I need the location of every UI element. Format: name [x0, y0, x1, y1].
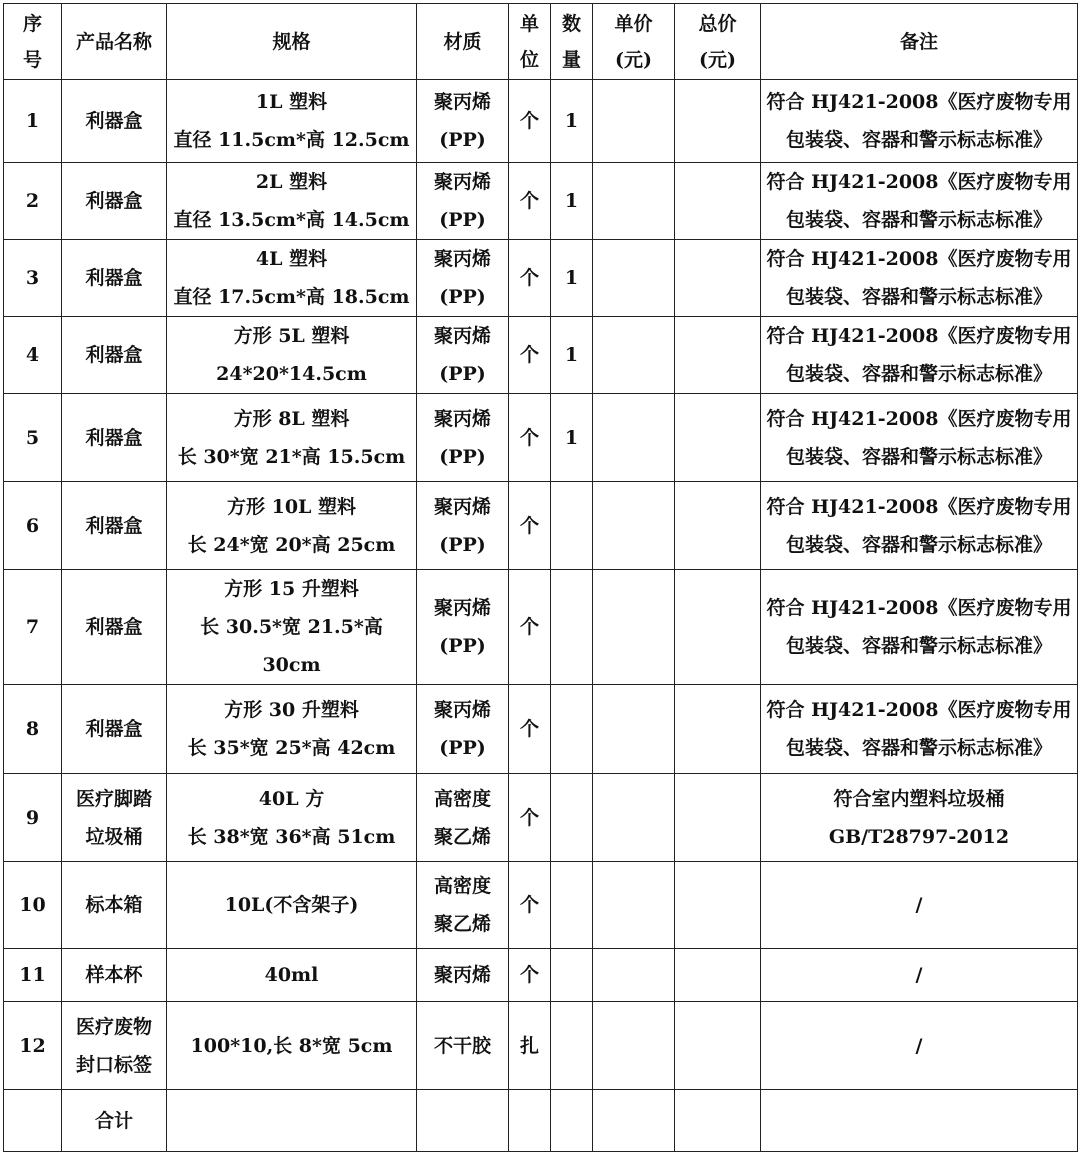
cell-name: 利器盒 — [62, 163, 167, 240]
header-unit-price: 单价 (元) — [593, 4, 675, 80]
cell-unit-price — [593, 317, 675, 394]
cell-spec: 40L 方 长 38*宽 36*高 51cm — [167, 774, 417, 862]
cell-unit-price — [593, 862, 675, 949]
header-row — [4, 4, 1078, 80]
cell-unit-price — [593, 685, 675, 774]
cell-unit-price — [593, 240, 675, 317]
table-row — [4, 482, 1078, 570]
cell-note: / — [761, 1002, 1078, 1090]
cell-seq: 7 — [4, 570, 62, 685]
cell-material: 聚丙烯 (PP) — [417, 163, 509, 240]
cell-material: 聚丙烯 (PP) — [417, 570, 509, 685]
cell-unit: 个 — [509, 394, 551, 482]
cell-total-price — [675, 1002, 761, 1090]
cell-seq: 9 — [4, 774, 62, 862]
cell-qty — [551, 862, 593, 949]
cell-qty — [551, 949, 593, 1002]
total-row-cell — [551, 1090, 593, 1152]
cell-spec: 100*10,长 8*宽 5cm — [167, 1002, 417, 1090]
total-row-cell — [4, 1090, 62, 1152]
cell-material: 聚丙烯 (PP) — [417, 394, 509, 482]
header-unit: 单 位 — [509, 4, 551, 80]
cell-note: 符合 HJ421-2008《医疗废物专用 包装袋、容器和警示标志标准》 — [761, 317, 1078, 394]
total-row-cell — [593, 1090, 675, 1152]
cell-unit: 扎 — [509, 1002, 551, 1090]
table-row — [4, 949, 1078, 1002]
cell-unit: 个 — [509, 862, 551, 949]
cell-total-price — [675, 774, 761, 862]
cell-qty: 1 — [551, 240, 593, 317]
header-name: 产品名称 — [62, 4, 167, 80]
cell-seq: 2 — [4, 163, 62, 240]
cell-name: 利器盒 — [62, 482, 167, 570]
cell-name: 利器盒 — [62, 80, 167, 163]
total-row-cell — [761, 1090, 1078, 1152]
table-row — [4, 570, 1078, 685]
cell-name: 医疗废物 封口标签 — [62, 1002, 167, 1090]
table-row — [4, 862, 1078, 949]
cell-unit: 个 — [509, 949, 551, 1002]
cell-name: 利器盒 — [62, 317, 167, 394]
cell-qty: 1 — [551, 163, 593, 240]
cell-note: 符合 HJ421-2008《医疗废物专用 包装袋、容器和警示标志标准》 — [761, 394, 1078, 482]
cell-note: 符合 HJ421-2008《医疗废物专用 包装袋、容器和警示标志标准》 — [761, 482, 1078, 570]
cell-note: 符合室内塑料垃圾桶 GB/T28797-2012 — [761, 774, 1078, 862]
cell-unit-price — [593, 80, 675, 163]
header-spec: 规格 — [167, 4, 417, 80]
table-row — [4, 685, 1078, 774]
cell-spec: 方形 8L 塑料 长 30*宽 21*高 15.5cm — [167, 394, 417, 482]
total-label: 合计 — [62, 1090, 167, 1152]
cell-total-price — [675, 482, 761, 570]
cell-total-price — [675, 949, 761, 1002]
cell-name: 样本杯 — [62, 949, 167, 1002]
table-row — [4, 80, 1078, 163]
cell-material: 聚丙烯 (PP) — [417, 685, 509, 774]
table-body — [4, 80, 1078, 1152]
cell-unit-price — [593, 1002, 675, 1090]
cell-name: 标本箱 — [62, 862, 167, 949]
cell-note: 符合 HJ421-2008《医疗废物专用 包装袋、容器和警示标志标准》 — [761, 163, 1078, 240]
cell-material: 聚丙烯 (PP) — [417, 80, 509, 163]
cell-total-price — [675, 240, 761, 317]
cell-qty — [551, 685, 593, 774]
cell-note: / — [761, 949, 1078, 1002]
header-seq: 序 号 — [4, 4, 62, 80]
cell-note: 符合 HJ421-2008《医疗废物专用 包装袋、容器和警示标志标准》 — [761, 80, 1078, 163]
cell-total-price — [675, 570, 761, 685]
header-material: 材质 — [417, 4, 509, 80]
cell-name: 利器盒 — [62, 240, 167, 317]
cell-seq: 6 — [4, 482, 62, 570]
cell-note: 符合 HJ421-2008《医疗废物专用 包装袋、容器和警示标志标准》 — [761, 685, 1078, 774]
cell-material: 聚丙烯 (PP) — [417, 240, 509, 317]
cell-note: / — [761, 862, 1078, 949]
total-row — [4, 1090, 1078, 1152]
cell-seq: 11 — [4, 949, 62, 1002]
cell-material: 聚丙烯 (PP) — [417, 317, 509, 394]
cell-total-price — [675, 862, 761, 949]
total-row-cell — [417, 1090, 509, 1152]
cell-seq: 10 — [4, 862, 62, 949]
cell-name: 医疗脚踏 垃圾桶 — [62, 774, 167, 862]
cell-unit: 个 — [509, 240, 551, 317]
cell-seq: 4 — [4, 317, 62, 394]
cell-material: 不干胶 — [417, 1002, 509, 1090]
total-row-cell — [167, 1090, 417, 1152]
cell-note: 符合 HJ421-2008《医疗废物专用 包装袋、容器和警示标志标准》 — [761, 570, 1078, 685]
cell-seq: 8 — [4, 685, 62, 774]
table-row — [4, 317, 1078, 394]
cell-unit-price — [593, 774, 675, 862]
total-row-cell — [509, 1090, 551, 1152]
header-qty: 数 量 — [551, 4, 593, 80]
cell-unit-price — [593, 163, 675, 240]
cell-name: 利器盒 — [62, 570, 167, 685]
cell-spec: 10L(不含架子) — [167, 862, 417, 949]
cell-spec: 1L 塑料 直径 11.5cm*高 12.5cm — [167, 80, 417, 163]
cell-total-price — [675, 317, 761, 394]
cell-spec: 方形 30 升塑料 长 35*宽 25*高 42cm — [167, 685, 417, 774]
cell-spec: 方形 10L 塑料 长 24*宽 20*高 25cm — [167, 482, 417, 570]
cell-seq: 5 — [4, 394, 62, 482]
cell-spec: 4L 塑料 直径 17.5cm*高 18.5cm — [167, 240, 417, 317]
cell-spec: 40ml — [167, 949, 417, 1002]
cell-unit: 个 — [509, 317, 551, 394]
cell-total-price — [675, 394, 761, 482]
table-row — [4, 774, 1078, 862]
cell-unit-price — [593, 394, 675, 482]
cell-qty — [551, 482, 593, 570]
product-table — [3, 3, 1078, 1152]
cell-name: 利器盒 — [62, 685, 167, 774]
table-row — [4, 163, 1078, 240]
cell-unit-price — [593, 570, 675, 685]
cell-unit: 个 — [509, 482, 551, 570]
cell-seq: 3 — [4, 240, 62, 317]
cell-material: 聚丙烯 — [417, 949, 509, 1002]
cell-seq: 12 — [4, 1002, 62, 1090]
table-row — [4, 1002, 1078, 1090]
cell-qty — [551, 1002, 593, 1090]
cell-material: 聚丙烯 (PP) — [417, 482, 509, 570]
cell-qty: 1 — [551, 80, 593, 163]
cell-material: 高密度 聚乙烯 — [417, 862, 509, 949]
cell-unit: 个 — [509, 570, 551, 685]
cell-unit-price — [593, 949, 675, 1002]
cell-spec: 方形 5L 塑料 24*20*14.5cm — [167, 317, 417, 394]
cell-total-price — [675, 163, 761, 240]
cell-unit: 个 — [509, 774, 551, 862]
cell-qty — [551, 570, 593, 685]
cell-unit: 个 — [509, 685, 551, 774]
cell-total-price — [675, 685, 761, 774]
cell-qty: 1 — [551, 394, 593, 482]
cell-qty: 1 — [551, 317, 593, 394]
cell-note: 符合 HJ421-2008《医疗废物专用 包装袋、容器和警示标志标准》 — [761, 240, 1078, 317]
table-row — [4, 240, 1078, 317]
cell-unit-price — [593, 482, 675, 570]
cell-unit: 个 — [509, 80, 551, 163]
total-row-cell — [675, 1090, 761, 1152]
header-total-price: 总价 (元) — [675, 4, 761, 80]
cell-seq: 1 — [4, 80, 62, 163]
cell-spec: 2L 塑料 直径 13.5cm*高 14.5cm — [167, 163, 417, 240]
cell-name: 利器盒 — [62, 394, 167, 482]
cell-qty — [551, 774, 593, 862]
cell-material: 高密度 聚乙烯 — [417, 774, 509, 862]
cell-total-price — [675, 80, 761, 163]
cell-spec: 方形 15 升塑料 长 30.5*宽 21.5*高 30cm — [167, 570, 417, 685]
cell-unit: 个 — [509, 163, 551, 240]
table-row — [4, 394, 1078, 482]
header-note: 备注 — [761, 4, 1078, 80]
